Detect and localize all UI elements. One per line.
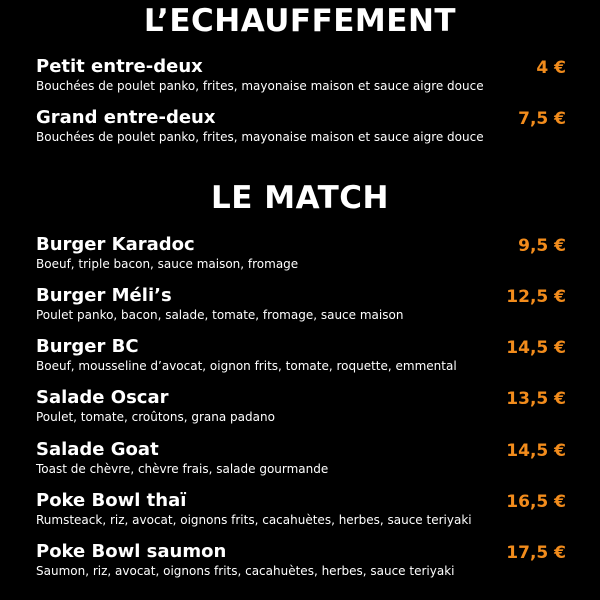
menu-item-description: Boeuf, triple bacon, sauce maison, fromage [36,257,299,271]
menu-item-name: Petit entre-deux [36,56,203,77]
menu-item-price: 14,5 € [506,441,566,461]
menu-item-price: 14,5 € [506,338,566,358]
menu-item [36,108,566,148]
menu-item-name: Burger BC [36,336,139,357]
menu-item-name: Poke Bowl thaï [36,490,187,511]
menu-item-name: Salade Oscar [36,387,169,408]
menu-item-price: 16,5 € [506,492,566,512]
menu-item [36,388,566,428]
menu-item-name: Poke Bowl saumon [36,541,227,562]
menu-item [36,491,566,531]
menu-item-price: 13,5 € [506,389,566,409]
menu-item [36,337,566,377]
menu-item-price: 7,5 € [518,109,566,129]
menu-item-description: Poulet panko, bacon, salade, tomate, fromage, sauce maison [36,308,404,322]
menu-item-name: Grand entre-deux [36,107,216,128]
menu-item-name: Burger Méli’s [36,285,172,306]
menu-item-price: 17,5 € [506,543,566,563]
menu-item-description: Bouchées de poulet panko, frites, mayonaise maison et sauce aigre douce [36,79,484,93]
menu-item-name: Burger Karadoc [36,234,195,255]
menu-item [36,235,566,275]
section-title-le-match: LE MATCH [211,180,389,216]
menu-item-description: Saumon, riz, avocat, oignons frits, cacahuètes, herbes, sauce teriyaki [36,564,455,578]
menu-item-description: Boeuf, mousseline d’avocat, oignon frits, tomate, roquette, emmental [36,359,457,373]
menu-item-description: Poulet, tomate, croûtons, grana padano [36,410,275,424]
menu-item [36,542,566,582]
menu-item-description: Bouchées de poulet panko, frites, mayonaise maison et sauce aigre douce [36,130,484,144]
menu-item-price: 12,5 € [506,287,566,307]
menu-item [36,440,566,480]
menu-item [36,57,566,97]
menu-item [36,286,566,326]
menu-item-description: Rumsteack, riz, avocat, oignons frits, cacahuètes, herbes, sauce teriyaki [36,513,472,527]
section-title-echauffement: L’ECHAUFFEMENT [143,3,457,39]
menu-item-price: 9,5 € [518,236,566,256]
menu-item-description: Toast de chèvre, chèvre frais, salade gourmande [36,462,329,476]
menu-item-price: 4 € [536,58,566,78]
menu-item-name: Salade Goat [36,439,159,460]
